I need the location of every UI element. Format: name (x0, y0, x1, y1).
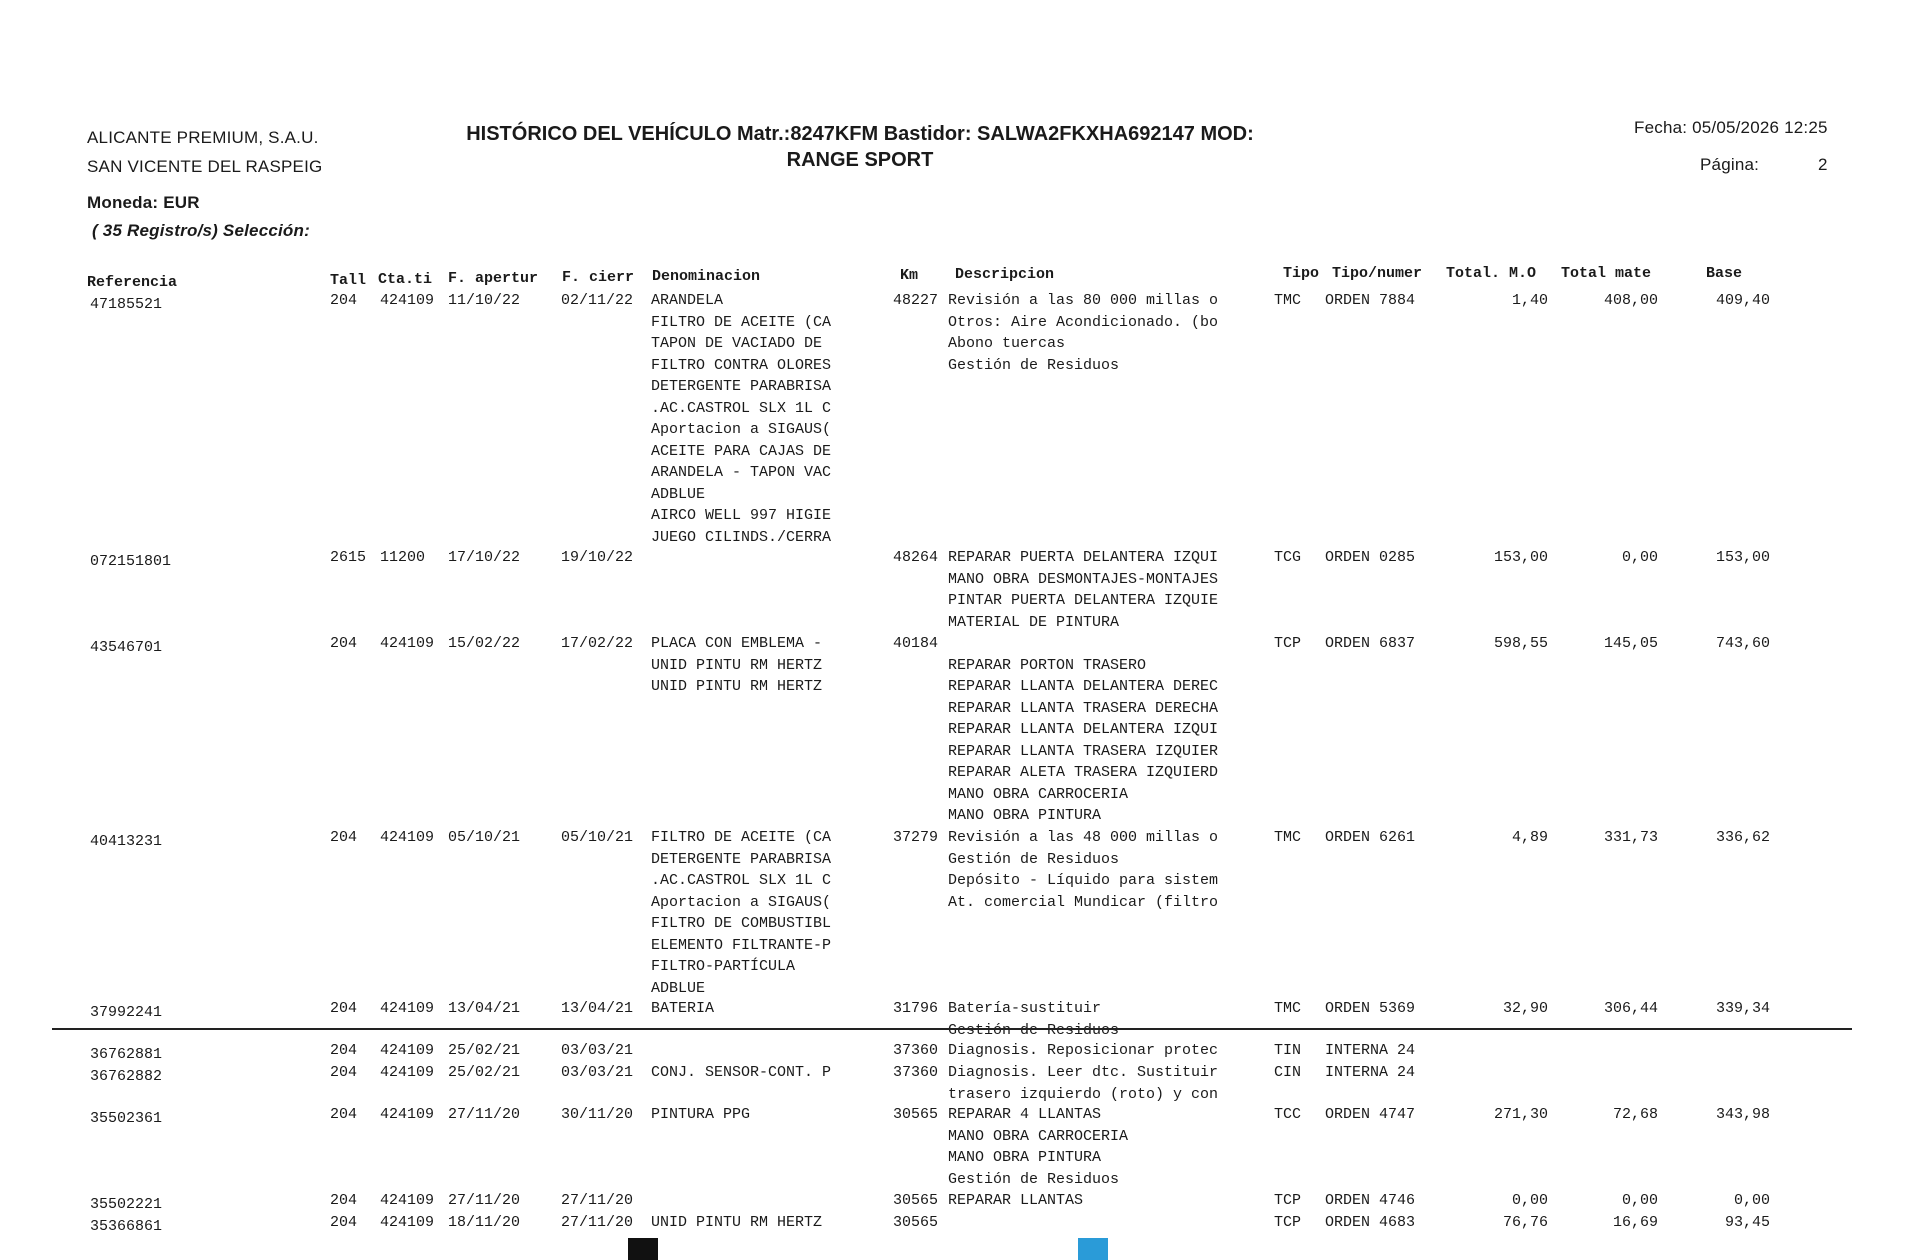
cell-den-line: ADBLUE (651, 979, 706, 997)
cell-mat: 331,73 (1603, 829, 1658, 846)
cell-den-line: ARANDELA (651, 292, 724, 309)
cell-den-line: FILTRO-PARTÍCULA (651, 958, 796, 975)
cell-desc-line: REPARAR PUERTA DELANTERA IZQUI (948, 549, 1219, 566)
cell-fci: 05/10/21 (561, 829, 634, 846)
cell-fap: 11/10/22 (448, 292, 521, 309)
cell-den-line: .AC.CASTROL SLX 1L C (651, 399, 832, 417)
cell-tall: 204 (330, 635, 358, 652)
cell-desc-line: REPARAR LLANTA DELANTERA IZQUI (948, 721, 1219, 738)
cell-fap: 05/10/21 (448, 829, 521, 846)
cell-ref: 47185521 (90, 296, 163, 313)
cell-ref: 36762881 (90, 1046, 163, 1063)
scan-marker-blue (1078, 1238, 1108, 1260)
cell-mo: 271,30 (1493, 1106, 1548, 1123)
cell-base: 743,60 (1715, 635, 1770, 652)
cell-num: ORDEN 6837 (1325, 635, 1416, 652)
cell-ref: 35366861 (90, 1218, 163, 1235)
cell-den-line: CONJ. SENSOR-CONT. P (651, 1064, 832, 1081)
cell-cta: 424109 (380, 635, 435, 652)
cell-num: ORDEN 4746 (1325, 1192, 1416, 1209)
cell-mo: 32,90 (1502, 1000, 1548, 1017)
cell-den-line: FILTRO DE ACEITE (CA (651, 313, 832, 331)
cell-fci: 27/11/20 (561, 1214, 634, 1231)
currency-label: Moneda: EUR (87, 193, 200, 212)
cell-tipo: CIN (1274, 1064, 1302, 1081)
cell-cta: 424109 (380, 292, 435, 309)
cell-den-line: DETERGENTE PARABRISA (651, 850, 832, 868)
cell-cta: 424109 (380, 1106, 435, 1123)
cell-desc-line: Diagnosis. Reposicionar protec (948, 1042, 1219, 1059)
cell-desc-line: REPARAR LLANTA TRASERA IZQUIER (948, 742, 1219, 760)
cell-cta: 424109 (380, 1214, 435, 1231)
cell-tall: 204 (330, 1064, 358, 1081)
cell-base: 336,62 (1715, 829, 1770, 846)
cell-desc-line: Gestión de Residuos (948, 850, 1120, 868)
cell-ref: 35502361 (90, 1110, 163, 1127)
cell-desc-line: trasero izquierdo (roto) y con (948, 1085, 1219, 1103)
cell-km: 31796 (893, 1000, 939, 1017)
cell-desc-line: MANO OBRA PINTURA (948, 807, 1102, 824)
cell-fap: 25/02/21 (448, 1042, 521, 1059)
cell-desc-line: Gestión de Residuos (948, 1021, 1120, 1039)
cell-num: ORDEN 5369 (1325, 1000, 1416, 1017)
cell-ref: 072151801 (90, 553, 172, 570)
cell-den-line: ADBLUE (651, 485, 706, 503)
company-name: ALICANTE PREMIUM, S.A.U. (87, 128, 319, 147)
cell-tipo: TMC (1274, 829, 1302, 846)
cell-desc-line: REPARAR ALETA TRASERA IZQUIERD (948, 764, 1219, 781)
cell-den-line: JUEGO CILINDS./CERRA (651, 528, 832, 546)
cell-ref: 43546701 (90, 639, 163, 656)
cell-tall: 204 (330, 1106, 358, 1123)
cell-tipo: TMC (1274, 1000, 1302, 1017)
cell-fci: 30/11/20 (561, 1106, 634, 1123)
col-cuenta: Cta.ti (378, 271, 433, 288)
cell-tipo: TCG (1274, 549, 1302, 566)
cell-den-line: AIRCO WELL 997 HIGIE (651, 507, 832, 524)
cell-desc-line: REPARAR LLANTA TRASERA DERECHA (948, 699, 1219, 717)
cell-fap: 15/02/22 (448, 635, 521, 652)
cell-cta: 424109 (380, 829, 435, 846)
cell-num: ORDEN 4683 (1325, 1214, 1416, 1231)
cell-tall: 2615 (330, 549, 367, 566)
cell-fap: 18/11/20 (448, 1214, 521, 1231)
cell-mat: 0,00 (1621, 1192, 1658, 1209)
cell-tall: 204 (330, 1042, 358, 1059)
cell-cta: 424109 (380, 1000, 435, 1017)
cell-desc-line: MATERIAL DE PINTURA (948, 613, 1120, 631)
cell-fci: 03/03/21 (561, 1064, 634, 1081)
col-tipo: Tipo (1283, 265, 1320, 282)
cell-desc-line: Abono tuercas (948, 335, 1066, 352)
cell-km: 37360 (893, 1064, 939, 1081)
col-descripcion: Descripcion (955, 266, 1055, 283)
col-tipo-numero: Tipo/numer (1332, 265, 1423, 282)
cell-tipo: TCP (1274, 635, 1302, 652)
cell-desc-line: PINTAR PUERTA DELANTERA IZQUIE (948, 592, 1219, 609)
page-divider-line (52, 1028, 1852, 1030)
col-base: Base (1706, 265, 1743, 282)
cell-desc-line: Gestión de Residuos (948, 356, 1120, 374)
cell-mat: 0,00 (1621, 549, 1658, 566)
cell-num: INTERNA 24 (1325, 1064, 1416, 1081)
cell-km: 30565 (893, 1214, 939, 1231)
cell-tall: 204 (330, 1214, 358, 1231)
cell-mat: 408,00 (1603, 292, 1658, 309)
cell-desc-line: Revisión a las 80 000 millas o (948, 292, 1219, 309)
cell-fap: 25/02/21 (448, 1064, 521, 1081)
cell-desc-line: REPARAR LLANTA DELANTERA DEREC (948, 678, 1219, 695)
report-title-line2: RANGE SPORT (786, 149, 934, 171)
cell-desc-line: MANO OBRA CARROCERIA (948, 785, 1129, 803)
cell-desc-line: Batería-sustituir (948, 1000, 1102, 1017)
cell-den-line: ELEMENTO FILTRANTE-P (651, 936, 832, 954)
cell-mat: 306,44 (1603, 1000, 1658, 1017)
cell-km: 48227 (893, 292, 939, 309)
cell-km: 40184 (893, 635, 939, 652)
cell-fci: 27/11/20 (561, 1192, 634, 1209)
cell-base: 343,98 (1715, 1106, 1770, 1123)
col-total-material: Total mate (1561, 265, 1652, 282)
cell-tipo: TCC (1274, 1106, 1302, 1123)
cell-tipo: TCP (1274, 1214, 1302, 1231)
cell-den-line: ARANDELA - TAPON VAC (651, 464, 832, 481)
col-taller: Tall (330, 272, 367, 289)
cell-desc-line: Gestión de Residuos (948, 1170, 1120, 1188)
cell-den-line: FILTRO CONTRA OLORES (651, 356, 832, 374)
cell-mo: 4,89 (1511, 829, 1548, 846)
cell-desc-line: MANO OBRA CARROCERIA (948, 1127, 1129, 1145)
cell-tipo: TIN (1274, 1042, 1302, 1059)
cell-mo: 76,76 (1502, 1214, 1548, 1231)
cell-tipo: TMC (1274, 292, 1302, 309)
cell-km: 48264 (893, 549, 939, 566)
cell-fap: 13/04/21 (448, 1000, 521, 1017)
cell-ref: 36762882 (90, 1068, 163, 1085)
cell-fap: 27/11/20 (448, 1192, 521, 1209)
cell-den-line: FILTRO DE ACEITE (CA (651, 829, 832, 846)
cell-num: ORDEN 0285 (1325, 549, 1416, 566)
cell-num: INTERNA 24 (1325, 1042, 1416, 1059)
cell-cta: 11200 (380, 549, 426, 566)
cell-den-line: UNID PINTU RM HERTZ (651, 678, 823, 695)
cell-mo: 1,40 (1511, 292, 1548, 309)
cell-desc-line: Diagnosis. Leer dtc. Sustituir (948, 1064, 1219, 1081)
company-city: SAN VICENTE DEL RASPEIG (87, 157, 323, 176)
cell-base: 409,40 (1715, 292, 1770, 309)
cell-fci: 19/10/22 (561, 549, 634, 566)
report-title-line1: HISTÓRICO DEL VEHÍCULO Matr.:8247KFM Bastidor: SALWA2FKXHA692147 MOD: (466, 123, 1254, 145)
cell-den-line: ACEITE PARA CAJAS DE (651, 442, 832, 460)
cell-num: ORDEN 4747 (1325, 1106, 1416, 1123)
cell-base: 93,45 (1724, 1214, 1770, 1231)
cell-desc-line: MANO OBRA DESMONTAJES-MONTAJES (948, 570, 1219, 588)
cell-desc-line: MANO OBRA PINTURA (948, 1149, 1102, 1166)
cell-mo: 153,00 (1493, 549, 1548, 566)
cell-fap: 27/11/20 (448, 1106, 521, 1123)
cell-fci: 03/03/21 (561, 1042, 634, 1059)
cell-den-line: DETERGENTE PARABRISA (651, 378, 832, 395)
cell-tipo: TCP (1274, 1192, 1302, 1209)
cell-cta: 424109 (380, 1042, 435, 1059)
cell-den-line: BATERIA (651, 1000, 715, 1017)
cell-mo: 0,00 (1511, 1192, 1548, 1209)
cell-mat: 72,68 (1612, 1106, 1658, 1123)
cell-den-line: UNID PINTU RM HERTZ (651, 1214, 823, 1231)
cell-num: ORDEN 7884 (1325, 292, 1416, 309)
cell-desc-line: REPARAR 4 LLANTAS (948, 1106, 1102, 1123)
col-km: Km (900, 267, 919, 284)
cell-km: 30565 (893, 1106, 939, 1123)
cell-cta: 424109 (380, 1192, 435, 1209)
cell-tall: 204 (330, 1192, 358, 1209)
cell-cta: 424109 (380, 1064, 435, 1081)
selection-label: ( 35 Registro/s) Selección: (92, 221, 310, 240)
cell-desc-line: At. comercial Mundicar (filtro (948, 893, 1219, 911)
cell-desc-line: Otros: Aire Acondicionado. (bo (948, 313, 1219, 331)
cell-mo: 598,55 (1493, 635, 1548, 652)
cell-den-line: TAPON DE VACIADO DE (651, 335, 823, 352)
cell-den-line: Aportacion a SIGAUS( (651, 893, 832, 911)
col-total-mo: Total. M.O (1446, 265, 1537, 282)
cell-den-line: PLACA CON EMBLEMA - (651, 635, 823, 652)
page-number: 2 (1818, 155, 1828, 174)
cell-fci: 17/02/22 (561, 635, 634, 652)
col-referencia: Referencia (87, 274, 178, 291)
cell-tall: 204 (330, 829, 358, 846)
cell-km: 37360 (893, 1042, 939, 1059)
cell-desc-line: Revisión a las 48 000 millas o (948, 829, 1219, 846)
cell-ref: 37992241 (90, 1004, 163, 1021)
cell-ref: 35502221 (90, 1196, 163, 1213)
cell-tall: 204 (330, 1000, 358, 1017)
cell-fci: 13/04/21 (561, 1000, 634, 1017)
page-label: Página: (1700, 155, 1760, 174)
cell-base: 153,00 (1715, 549, 1770, 566)
col-fecha-cierre: F. cierr (562, 269, 635, 286)
cell-den-line: FILTRO DE COMBUSTIBL (651, 915, 832, 932)
col-fecha-apertura: F. apertur (448, 270, 539, 287)
cell-den-line: Aportacion a SIGAUS( (651, 421, 832, 438)
cell-den-line: .AC.CASTROL SLX 1L C (651, 872, 832, 889)
cell-desc-line: Depósito - Líquido para sistem (948, 872, 1219, 889)
cell-desc-line: REPARAR LLANTAS (948, 1192, 1084, 1209)
cell-den-line: UNID PINTU RM HERTZ (651, 656, 823, 674)
cell-desc-line: REPARAR PORTON TRASERO (948, 656, 1147, 674)
cell-ref: 40413231 (90, 833, 163, 850)
cell-num: ORDEN 6261 (1325, 829, 1416, 846)
cell-fap: 17/10/22 (448, 549, 521, 566)
scan-marker-black (628, 1238, 658, 1260)
cell-base: 339,34 (1715, 1000, 1770, 1017)
cell-km: 30565 (893, 1192, 939, 1209)
cell-fci: 02/11/22 (561, 292, 634, 309)
cell-tall: 204 (330, 292, 358, 309)
cell-base: 0,00 (1733, 1192, 1770, 1209)
cell-km: 37279 (893, 829, 939, 846)
col-denominacion: Denominacion (652, 268, 761, 285)
cell-mat: 145,05 (1603, 635, 1658, 652)
report-date: Fecha: 05/05/2026 12:25 (1634, 118, 1828, 137)
cell-den-line: PINTURA PPG (651, 1106, 751, 1123)
cell-mat: 16,69 (1612, 1214, 1658, 1231)
